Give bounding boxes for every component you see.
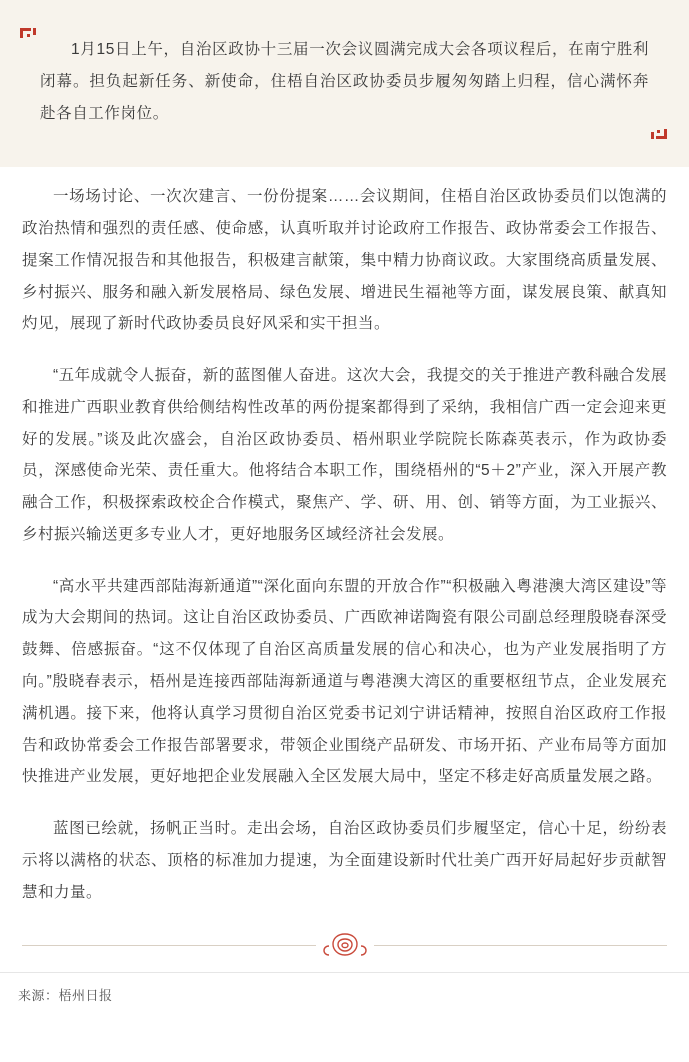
body-paragraph: 蓝图已绘就，扬帆正当时。走出会场，自治区政协委员们步履坚定，信心十足，纷纷表示将以满格的状态、顶格的标准加力提速，为全面建设新时代壮美广西开好局起好步贡献智慧和力量。 <box>22 820 667 901</box>
article-footer <box>0 972 689 1021</box>
divider-rule-right <box>374 945 668 946</box>
divider-rule-left <box>22 945 316 946</box>
source-value: 梧州日报 <box>58 988 113 1004</box>
body-paragraph: “五年成就令人振奋，新的蓝图催人奋进。这次大会，我提交的关于推进产教科融合发展和推进广西职业教育供给侧结构性改革的两份提案都得到了采纳，我相信广西一定会迎来更好的发展。”谈及此次盛会，自治区政协委员、梧州职业学院院长陈森英表示，作为政协委员，深感使命光荣、责任重大。他将结合本职工作，围绕梧州的“5＋2”产业，深入开展产教融合工作，积极探索政校企合作模式，聚焦产、学、研、用、创、销等方面，为工业振兴、乡村振兴输送更多专业人才，更好地服务区域经济社会发展。 <box>22 367 667 543</box>
source-label: 来源： <box>18 988 59 1004</box>
seal-corner-bottom-right-icon <box>647 119 669 145</box>
lead-paragraph: 1月15日上午，自治区政协十三届一次会议圆满完成大会各项议程后，在南宁胜利闭幕。担负起新任务、新使命，住梧自治区政协委员步履匆匆踏上归程，信心满怀奔赴各自工作岗位。 <box>40 41 649 122</box>
body-paragraph: 一场场讨论、一次次建言、一份份提案……会议期间，住梧自治区政协委员们以饱满的政治热情和强烈的责任感、使命感，认真听取并讨论政府工作报告、政协常委会工作报告、提案工作情况报告和其他报告，积极建言献策，集中精力协商议政。大家围绕高质量发展、乡村振兴、服务和融入新发展格局、绿色发展、增进民生福祂等方面，谋发展良策、献真知灼见，展现了新时代政协委员良好风采和实干担当。 <box>22 188 667 333</box>
cloud-ornament-icon <box>322 928 368 962</box>
section-divider <box>22 928 667 962</box>
body-paragraph: “高水平共建西部陆海新通道”“深化面向东盟的开放合作”“积极融入粤港澳大湾区建设”等成为大会期间的热词。这让自治区政协委员、广西欧神诺陶瓷有限公司副总经理殷晓春深受鼓舞、倍感振奋。“这不仅体现了自治区高质量发展的信心和决心，也为产业发展指明了方向。”殷晓春表示，梧州是连接西部陆海新通道与粤港澳大湾区的重要枢纽节点，企业发展充满机遇。接下来，他将认真学习贯彻自治区党委书记刘宁讲话精神，按照自治区政府工作报告和政协常委会工作报告部署要求，带领企业围绕产品研发、市场开拓、产业布局等方面加快推进产业发展，更好地把企业发展融入全区发展大局中，坚定不移走好高质量发展之路。 <box>22 577 667 786</box>
lead-block <box>0 0 689 167</box>
seal-corner-top-left-icon <box>18 26 40 52</box>
article-body <box>0 167 689 908</box>
